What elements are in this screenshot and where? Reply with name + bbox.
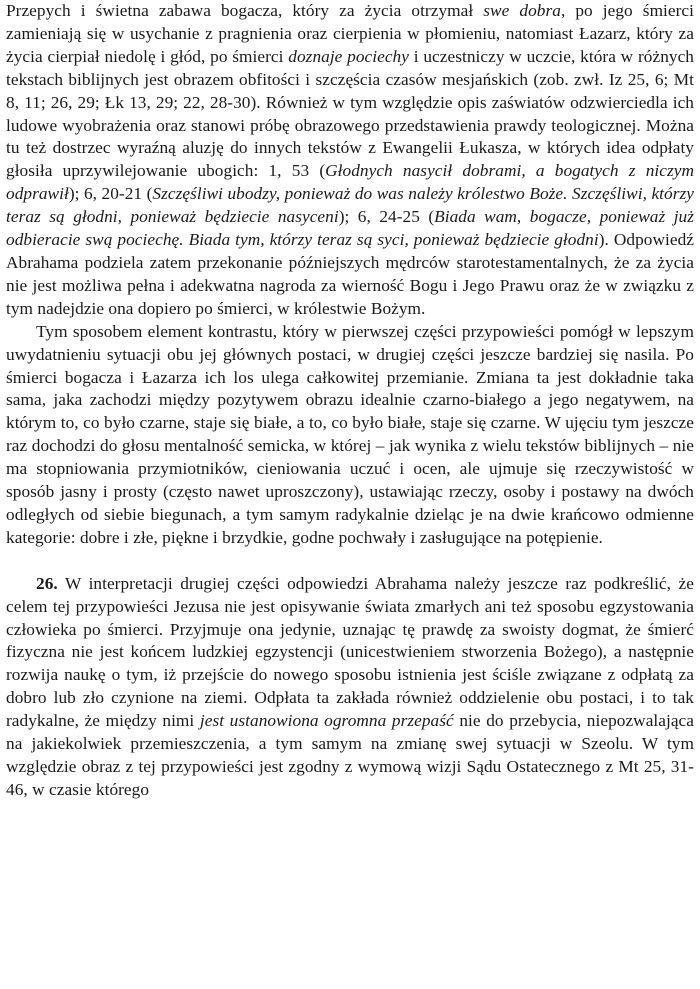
text-run: nie do przebycia, niepozwalająca na jakiekolwiek przemieszczenia, a tym samym na zmianę swej sytuacji w Szeolu. W tym względzie obraz z tej przypowieści jest zgodny z wymową wizji Sądu Ostatecznego z Mt 25, 31-46, w czasie którego xyxy=(6,711,694,799)
text-run: ); 6, 24-25 ( xyxy=(338,207,435,227)
section-number: 26. xyxy=(36,573,58,593)
italic-quote: Biada wam, bogacze, ponieważ już odbieracie swą pociechę. Biada tym, którzy teraz są syci, ponieważ będziecie głodni xyxy=(6,207,695,250)
text-run: ). Odpowiedź Abrahama podziela zatem przekonanie późniejszych mędrców starotestamentalnych, że za życia nie jest możliwa pełna i adekwatna nagroda za wierność Bogu i Jego Prawu oraz że w związku z tym nadejdzie ona dopiero po śmierci, w królestwie Bożym. xyxy=(6,230,694,318)
text-run: W interpretacji drugiej części odpowiedzi Abrahama należy jeszcze raz podkreślić, że celem tej przypowieści Jezusa nie jest opisywanie świata zmarłych ani też sposobu egzystowania człowieka po śmierci. Przyjmuje ona jedynie, uznając tę prawdę za swoisty dogmat, że śmierć fizyczna nie jest końcem ludzkiej egzystencji (unicestwieniem stworzenia Bożego), a następnie rozwija naukę o tym, iż przejście do nowego sposobu istnienia jest ściśle związane z odpłatą za dobro lub zło czynione na ziemi. Odpłata ta zakłada również oddzielenie obu postaci, i to tak radykalne, że między nimi xyxy=(6,573,694,731)
italic-quote: jest ustanowiona ogromna przepaść xyxy=(199,711,454,731)
italic-quote: doznaje pociechy xyxy=(288,46,409,66)
italic-quote: Głodnych nasycił dobrami, a bogatych z niczym odprawił xyxy=(6,161,694,204)
paragraph-contrast-element xyxy=(6,321,694,550)
text-run: ); 6, 20-21 ( xyxy=(68,184,153,204)
italic-quote: Szczęśliwi ubodzy, ponieważ do was należy królestwo Boże. Szczęśliwi, którzy teraz są głodni, ponieważ będziecie nasyceni xyxy=(6,184,694,227)
paragraph-gap xyxy=(6,550,694,573)
text-run: Tym sposobem element kontrastu, który w pierwszej części przypowieści pomógł w lepszym uwydatnieniu sytuacji obu jej głównych postaci, w drugiej części jeszcze bardziej się nasila. Po śmierci bogacza i Łazarza ich los ulega całkowitej przemianie. Zmiana ta jest dokładnie taka sama, jaka zachodzi między pozytywem obrazu idealnie czarno-białego a jego negatywem, na którym to, co było czarne, staje się białe, a to, co było białe, staje się czarne. W ujęciu tym jeszcze raz dochodzi do głosu mentalność semicka, w której – jak wynika z wielu tekstów biblijnych – nie ma stopniowania przymiotników, cieniowania uczuć i ocen, ale ujmuje się rzeczywistość w sposób jasny i prosty (często nawet uproszczony), ustawiając rzeczy, osoby i postawy na dwóch odległych od siebie biegunach, a tym samym radykalnie dzieląc je na dwie krańcowo odmienne kategorie: dobre i złe, piękne i brzydkie, godne pochwały i zasługujące na potępienie. xyxy=(6,321,694,547)
italic-quote: swe dobra xyxy=(483,1,561,20)
paragraph-parable-reversal xyxy=(6,0,694,321)
text-run: Przepych i świetna zabawa bogacza, który za życia otrzymał xyxy=(6,1,484,20)
paragraph-section-26 xyxy=(6,573,694,802)
text-run: i uczestniczy w uczcie, która w różnych tekstach biblijnych jest obrazem obfitości i szczęścia czasów mesjańskich (zob. zwł. Iz 25, 6; Mt 8, 11; 26, 29; Łk 13, 29; 22, 28-30). Również w tym względzie opis zaświatów odzwierciedla ich ludowe wyobrażenia oraz stanowi próbę obrazowego przedstawienia prawdy teologicznej. Można tu też dostrzec wyraźną aluzję do innych tekstów z Ewangelii Łukasza, w których idea odpłaty głosiła uprzywilejowanie ubogich: 1, 53 ( xyxy=(6,46,694,181)
text-run: , po jego śmierci zamieniają się w usychanie z pragnienia oraz cierpienia w płomieniu, natomiast Łazarz, który za życia cierpiał niedolę i głód, po śmierci xyxy=(6,1,695,66)
